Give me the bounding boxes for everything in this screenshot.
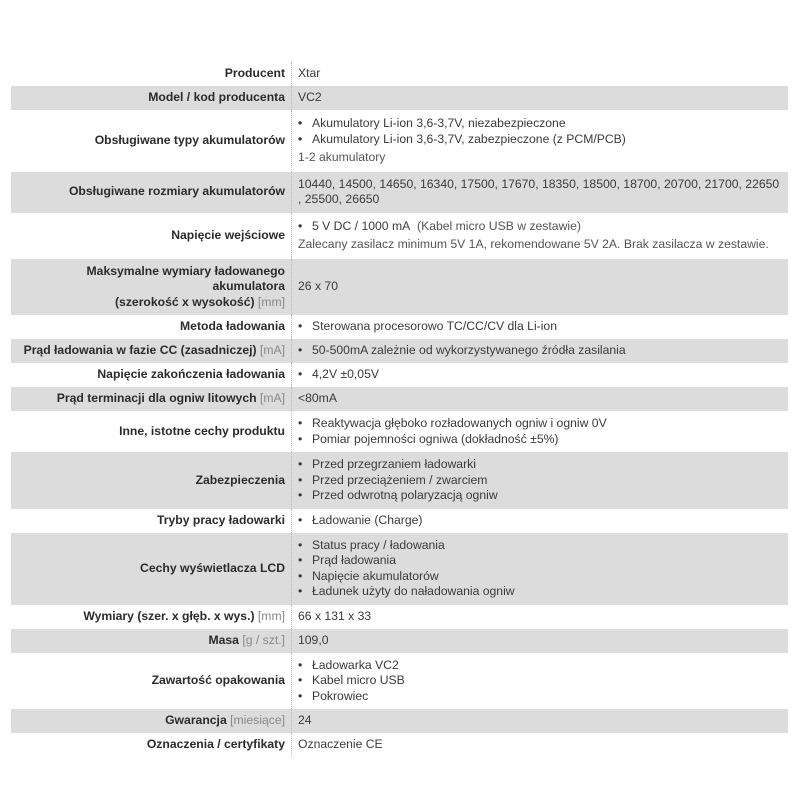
spec-unit: [g / szt.] [242,632,285,647]
spec-row-weight [11,629,788,653]
spec-unit: [mm] [257,608,285,623]
spec-list [298,343,782,359]
spec-unit: [mA] [259,391,285,406]
spec-list [298,538,782,600]
spec-list [298,219,782,235]
spec-row-lcd-features [11,533,788,605]
spec-list-item: • Ładowanie (Charge) [298,513,782,529]
spec-list-item: • 5 V DC / 1000 mA (Kabel micro USB w zestawie) [298,219,782,235]
spec-unit: [mA] [259,343,285,358]
spec-list [298,658,782,705]
spec-value [292,452,789,509]
spec-unit: [miesiące] [230,713,285,728]
spec-list-item: • Pokrowiec [298,689,782,705]
spec-value [292,213,789,259]
spec-list-item: • Akumulatory Li-ion 3,6-3,7V, zabezpieczone (z PCM/PCB) [298,132,782,148]
spec-list-item: • Status pracy / ładowania [298,538,782,554]
spec-value: Xtar [298,66,321,81]
spec-row-operating-modes [11,509,788,533]
spec-list [298,457,782,504]
spec-value: VC2 [298,90,322,105]
spec-label: Napięcie wejściowe [11,213,292,259]
spec-label: Gwarancja [miesiące] [11,709,292,733]
spec-value [292,363,789,387]
spec-list-item: • Ładunek użyty do naładowania ogniw [298,584,782,600]
spec-row-warranty [11,709,788,733]
spec-row-input-voltage [11,213,788,259]
spec-value: 109,0 [298,632,329,647]
spec-label: Model / kod producenta [11,86,292,110]
spec-note: Zalecany zasilacz minimum 5V 1A, rekomendowane 5V 2A. Brak zasilacza w zestawie. [298,237,769,251]
spec-list-item: • Prąd ładowania [298,553,782,569]
spec-list [298,319,782,335]
spec-value: 26 x 70 [298,279,338,293]
spec-list [298,513,782,529]
spec-row-termination-current [11,387,788,411]
spec-row-battery-types [11,110,788,172]
spec-row-battery-sizes [11,172,788,213]
spec-value [292,509,789,533]
spec-note: 1-2 akumulatory [298,150,386,164]
spec-value: 24 [298,713,312,728]
spec-row-protections [11,452,788,509]
spec-row-dimensions [11,605,788,629]
spec-list-item: • Sterowana procesorowo TC/CC/CV dla Li-ion [298,319,782,335]
spec-row-package-contents [11,653,788,710]
spec-label: Napięcie zakończenia ładowania [11,363,292,387]
spec-label: Masa [g / szt.] [11,629,292,653]
spec-row-certifications [11,733,788,757]
spec-list [298,367,782,383]
spec-label: Tryby pracy ładowarki [11,509,292,533]
spec-value: Oznaczenie CE [298,737,383,752]
spec-item-suffix: (Kabel micro USB w zestawie) [417,218,581,233]
spec-row-end-voltage [11,363,788,387]
spec-list-item: • 50-500mA zależnie od wykorzystywanego źródła zasilania [298,343,782,359]
spec-list-item: • Kabel micro USB [298,673,782,689]
spec-row-model [11,86,788,110]
spec-list [298,416,782,447]
spec-label: Cechy wyświetlacza LCD [11,533,292,605]
spec-row-producer [11,62,788,86]
spec-label: Wymiary (szer. x głęb. x wys.) [mm] [11,605,292,629]
spec-unit: [mm] [257,294,285,309]
spec-label: Maksymalne wymiary ładowanego akumulatora (szerokość x wysokość) [mm] [11,259,292,316]
spec-table [11,62,788,757]
spec-list-item: • Pomiar pojemności ogniwa (dokładność ±5%) [298,432,782,448]
spec-list-item: • Napięcie akumulatorów [298,569,782,585]
spec-list-item: • Przed przegrzaniem ładowarki [298,457,782,473]
spec-list-item: • Ładowarka VC2 [298,658,782,674]
spec-label: Zabezpieczenia [11,452,292,509]
spec-list-item: • Akumulatory Li-ion 3,6-3,7V, niezabezpieczone [298,116,782,132]
spec-list-item: • Przed przeciążeniem / zwarciem [298,473,782,489]
spec-row-charging-method [11,315,788,339]
spec-value: 10440, 14500, 14650, 16340, 17500, 17670, 18350, 18500, 18700, 20700, 21700, 22650 , 25500, 26650 [298,176,780,206]
spec-row-max-battery-dimensions [11,259,788,316]
spec-label: Metoda ładowania [11,315,292,339]
spec-value [292,339,789,363]
spec-label: Obsługiwane typy akumulatorów [11,110,292,172]
spec-value [292,653,789,710]
spec-value [292,533,789,605]
spec-value [292,110,789,172]
spec-label: Inne, istotne cechy produktu [11,411,292,452]
spec-row-cc-current [11,339,788,363]
spec-label: Obsługiwane rozmiary akumulatorów [11,172,292,213]
spec-label: Zawartość opakowania [11,653,292,710]
spec-value [292,411,789,452]
spec-label: Oznaczenia / certyfikaty [11,733,292,757]
spec-value: 66 x 131 x 33 [298,608,372,623]
spec-value [292,315,789,339]
spec-list-item: • 4,2V ±0,05V [298,367,782,383]
spec-label: Prąd terminacji dla ogniw litowych [mA] [11,387,292,411]
spec-label: Producent [11,62,292,86]
spec-list-item: • Reaktywacja głęboko rozładowanych ogniw i ogniw 0V [298,416,782,432]
spec-list-item: • Przed odwrotną polaryzacją ogniw [298,488,782,504]
spec-label: Prąd ładowania w fazie CC (zasadniczej) [mA] [11,339,292,363]
spec-list [298,116,782,147]
spec-value: <80mA [298,391,337,406]
spec-row-other-features [11,411,788,452]
